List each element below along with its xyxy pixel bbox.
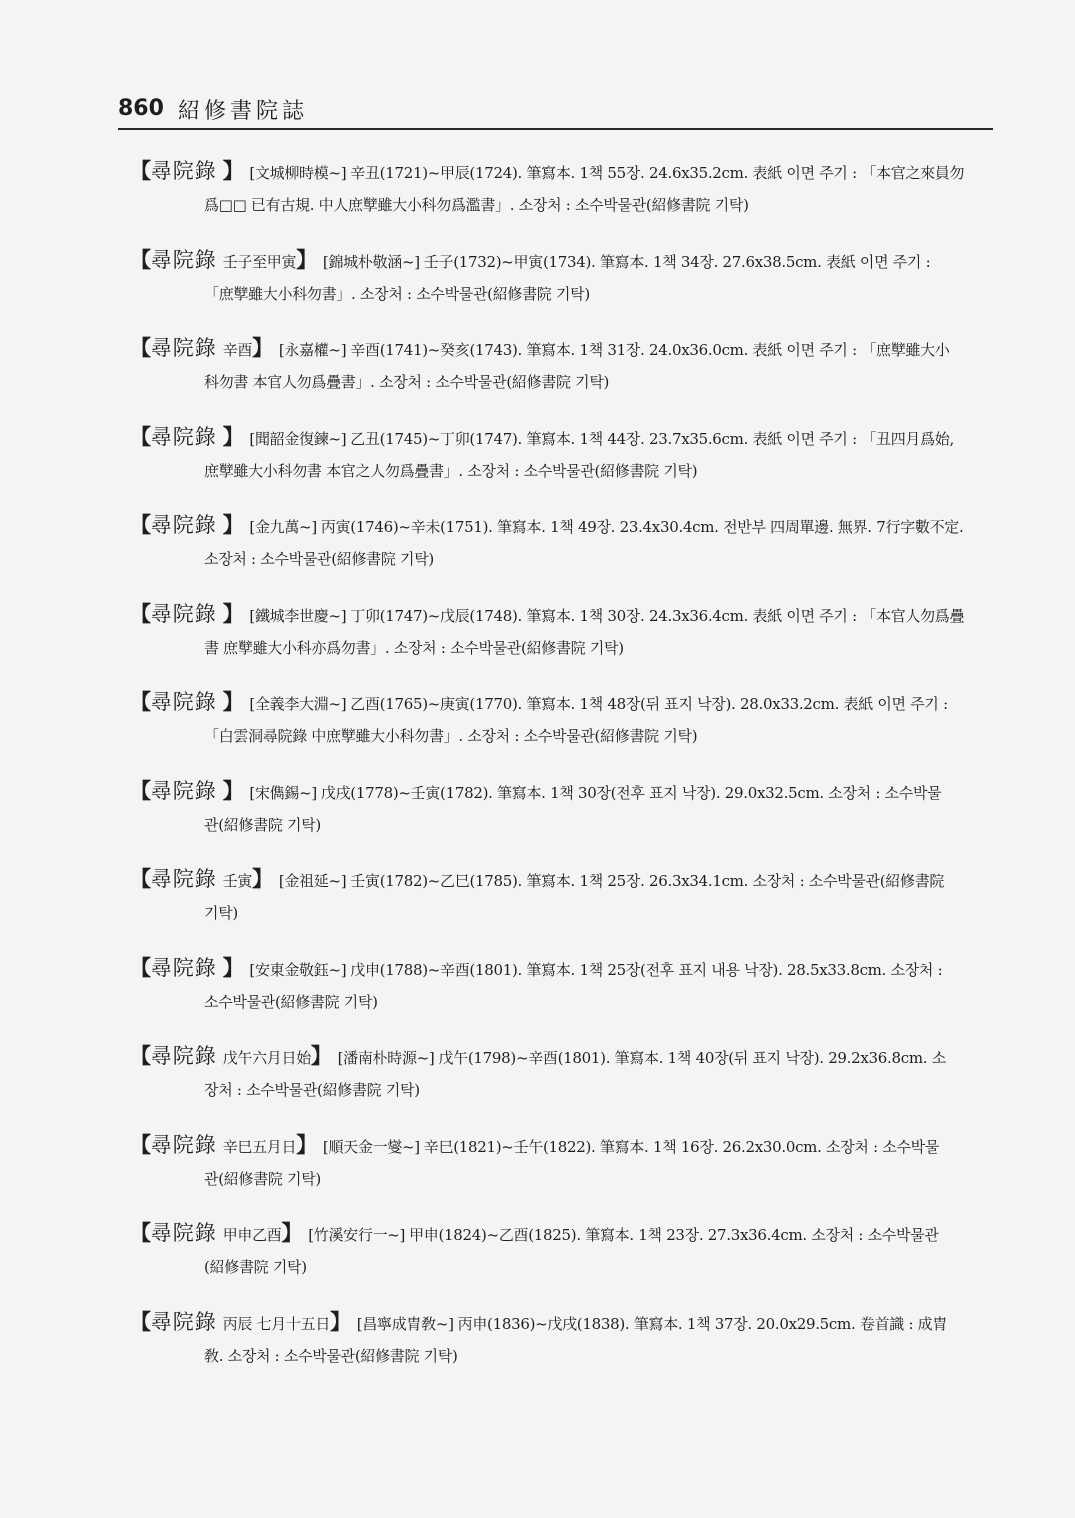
page-header bbox=[118, 92, 993, 130]
entry-details: 丙寅(1746)~辛未(1751). 筆寫本. 1책 49장. 23.4x30.4cm. 전반부 四周單邊. 無界. 7行字數不定. bbox=[320, 518, 964, 536]
entry-first-line bbox=[130, 949, 992, 989]
catalog-entry bbox=[130, 1303, 992, 1392]
entry-subtitle: 壬寅 bbox=[222, 872, 253, 890]
entry-continuation: 「庶孼雖大小科勿書」. 소장처 : 소수박물관(紹修書院 기탁) bbox=[204, 284, 590, 303]
entry-compiler: [鐵城李世慶~] bbox=[249, 606, 347, 625]
entry-close-bracket: 】 bbox=[296, 246, 317, 272]
entry-close-bracket: 】 bbox=[222, 158, 244, 183]
entry-first-line bbox=[130, 1303, 992, 1343]
entry-continuation: 관(紹修書院 기탁) bbox=[204, 1169, 321, 1188]
entry-first-line bbox=[130, 1214, 992, 1254]
entry-first-line bbox=[130, 1126, 992, 1166]
entry-details: 戊午(1798)~辛酉(1801). 筆寫本. 1책 40장(뒤 표지 낙장). 29.2x36.8cm. 소 bbox=[438, 1049, 946, 1067]
entry-open-bracket: 【 bbox=[130, 777, 151, 803]
catalog-entry bbox=[130, 1037, 992, 1126]
entry-close-bracket: 】 bbox=[252, 866, 273, 891]
entry-first-line bbox=[130, 329, 992, 369]
entry-continuation: 기탁) bbox=[204, 904, 238, 922]
page-number: 860 bbox=[118, 96, 164, 121]
entry-compiler: [潘南朴時源~] bbox=[337, 1049, 435, 1067]
entry-open-bracket: 【 bbox=[130, 1043, 151, 1068]
entry-details: 壬子(1732)~甲寅(1734). 筆寫本. 1책 34장. 27.6x38.5cm. 表紙 이면 주기 : bbox=[423, 252, 931, 271]
entry-first-line bbox=[130, 772, 992, 812]
entry-title: 尋院錄 bbox=[150, 867, 217, 891]
entry-details: 丁卯(1747)~戊辰(1748). 筆寫本. 1책 30장. 24.3x36.4cm. 表紙 이면 주기 : 「本官人勿爲疊 bbox=[350, 606, 965, 625]
entry-open-bracket: 【 bbox=[130, 158, 151, 183]
entry-compiler: [宋儁錫~] bbox=[249, 783, 317, 802]
entry-continuation: 敎. 소장처 : 소수박물관(紹修書院 기탁) bbox=[204, 1346, 458, 1365]
entry-first-line bbox=[130, 152, 992, 192]
catalog-entry bbox=[130, 595, 992, 684]
entry-title: 尋院錄 bbox=[150, 336, 217, 360]
catalog-entry bbox=[130, 506, 992, 595]
entry-first-line bbox=[130, 418, 992, 458]
entry-close-bracket: 】 bbox=[222, 512, 244, 537]
entry-title: 尋院錄 bbox=[150, 1221, 217, 1245]
entry-subtitle: 辛酉 bbox=[222, 341, 253, 359]
entry-close-bracket: 】 bbox=[330, 1308, 351, 1334]
entry-open-bracket: 【 bbox=[130, 512, 151, 537]
catalog-entry bbox=[130, 329, 992, 418]
entry-compiler: [永嘉權~] bbox=[278, 341, 347, 359]
entry-details: 辛酉(1741)~癸亥(1743). 筆寫本. 1책 31장. 24.0x36.0cm. 表紙 이면 주기 : 「庶孼雖大小 bbox=[350, 341, 950, 359]
entry-first-line bbox=[130, 241, 992, 281]
entry-details: 乙丑(1745)~丁卯(1747). 筆寫本. 1책 44장. 23.7x35.6cm. 表紙 이면 주기 : 「丑四月爲始, bbox=[350, 429, 954, 448]
entry-compiler: [文城柳時模~] bbox=[249, 164, 347, 182]
book-title: 紹修書院誌 bbox=[178, 99, 309, 124]
entry-compiler: [金祖延~] bbox=[278, 872, 347, 890]
entry-first-line bbox=[130, 860, 992, 900]
catalog-entry bbox=[130, 860, 992, 949]
catalog-entry bbox=[130, 772, 992, 861]
entry-subtitle: 戊午六月日始 bbox=[222, 1049, 311, 1067]
entry-continuation: 소수박물관(紹修書院 기탁) bbox=[204, 992, 378, 1011]
entry-title: 尋院錄 bbox=[150, 247, 217, 272]
entry-compiler: [錦城朴敬涵~] bbox=[322, 252, 420, 271]
catalog-entry bbox=[130, 1214, 992, 1303]
entry-subtitle: 丙辰 七月十五日 bbox=[222, 1314, 331, 1333]
entry-open-bracket: 【 bbox=[130, 246, 151, 272]
entry-compiler: [全義李大淵~] bbox=[249, 695, 347, 713]
entry-details: 戊戌(1778)~壬寅(1782). 筆寫本. 1책 30장(전후 표지 낙장). 29.0x32.5cm. 소장처 : 소수박물 bbox=[320, 783, 942, 802]
entry-list bbox=[130, 152, 992, 1391]
entry-title: 尋院錄 bbox=[150, 159, 217, 183]
entry-continuation: 관(紹修書院 기탁) bbox=[204, 815, 321, 834]
entry-open-bracket: 【 bbox=[130, 954, 151, 980]
entry-compiler: [順天金一燮~] bbox=[322, 1137, 420, 1156]
entry-close-bracket: 】 bbox=[222, 423, 244, 449]
entry-first-line bbox=[130, 506, 992, 546]
catalog-entry bbox=[130, 241, 992, 330]
catalog-entry bbox=[130, 418, 992, 507]
entry-continuation: 「白雲洞尋院錄 中庶孼雖大小科勿書」. 소장처 : 소수박물관(紹修書院 기탁) bbox=[204, 727, 698, 745]
entry-compiler: [聞韶金復鍊~] bbox=[249, 429, 347, 448]
entry-continuation: (紹修書院 기탁) bbox=[204, 1258, 307, 1276]
entry-open-bracket: 【 bbox=[130, 335, 151, 360]
catalog-entry bbox=[130, 1126, 992, 1215]
entry-close-bracket: 】 bbox=[310, 1043, 332, 1068]
entry-title: 尋院錄 bbox=[150, 1044, 217, 1068]
entry-title: 尋院錄 bbox=[150, 424, 217, 449]
entry-details: 戊申(1788)~辛酉(1801). 筆寫本. 1책 25장(전후 표지 내용 낙장). 28.5x33.8cm. 소장처 : bbox=[350, 960, 943, 979]
entry-first-line bbox=[130, 1037, 992, 1077]
entry-details: 乙酉(1765)~庚寅(1770). 筆寫本. 1책 48장(뒤 표지 낙장). 28.0x33.2cm. 表紙 이면 주기 : bbox=[350, 695, 948, 713]
entry-continuation: 소장처 : 소수박물관(紹修書院 기탁) bbox=[204, 550, 434, 568]
entry-open-bracket: 【 bbox=[130, 600, 151, 626]
entry-details: 甲申(1824)~乙酉(1825). 筆寫本. 1책 23장. 27.3x36.4cm. 소장처 : 소수박물관 bbox=[409, 1226, 939, 1244]
entry-close-bracket: 】 bbox=[222, 954, 244, 980]
entry-subtitle: 壬子至甲寅 bbox=[222, 252, 297, 271]
entry-title: 尋院錄 bbox=[150, 1309, 217, 1334]
entry-continuation: 書 庶孼雖大小科亦爲勿書」. 소장처 : 소수박물관(紹修書院 기탁) bbox=[204, 638, 624, 657]
entry-continuation: 科勿書 本官人勿爲疊書」. 소장처 : 소수박물관(紹修書院 기탁) bbox=[204, 373, 610, 391]
entry-close-bracket: 】 bbox=[222, 689, 244, 714]
entry-open-bracket: 【 bbox=[130, 1131, 151, 1157]
entry-details: 辛丑(1721)~甲辰(1724). 筆寫本. 1책 55장. 24.6x35.2cm. 表紙 이면 주기 : 「本官之來員勿 bbox=[350, 164, 965, 182]
entry-open-bracket: 【 bbox=[130, 1308, 151, 1334]
entry-close-bracket: 】 bbox=[281, 1220, 303, 1245]
entry-title: 尋院錄 bbox=[150, 1132, 217, 1157]
entry-compiler: [昌寧成胄敎~] bbox=[356, 1314, 454, 1333]
entry-compiler: [金九萬~] bbox=[249, 518, 317, 536]
entry-continuation: 爲□□ 已有古規. 中人庶孼雖大小科勿爲濫書」. 소장처 : 소수박물관(紹修書院 기탁) bbox=[204, 196, 749, 214]
entry-details: 壬寅(1782)~乙巳(1785). 筆寫本. 1책 25장. 26.3x34.1cm. 소장처 : 소수박물관(紹修書院 bbox=[350, 872, 945, 890]
entry-compiler: [竹溪安行一~] bbox=[308, 1226, 406, 1244]
entry-continuation: 庶孼雖大小科勿書 本官之人勿爲疊書」. 소장처 : 소수박물관(紹修書院 기탁) bbox=[204, 461, 698, 480]
catalog-entry bbox=[130, 683, 992, 772]
entry-title: 尋院錄 bbox=[150, 513, 217, 537]
entry-compiler: [安東金敬鈺~] bbox=[249, 960, 347, 979]
entry-open-bracket: 【 bbox=[130, 1220, 151, 1245]
entry-subtitle: 辛巳五月日 bbox=[222, 1137, 297, 1156]
entry-open-bracket: 【 bbox=[130, 689, 151, 714]
entry-title: 尋院錄 bbox=[150, 778, 217, 803]
entry-title: 尋院錄 bbox=[150, 955, 217, 980]
entry-close-bracket: 】 bbox=[252, 335, 273, 360]
catalog-entry bbox=[130, 152, 992, 241]
catalog-entry bbox=[130, 949, 992, 1038]
entry-first-line bbox=[130, 683, 992, 723]
entry-close-bracket: 】 bbox=[296, 1131, 317, 1157]
entry-details: 丙申(1836)~戊戌(1838). 筆寫本. 1책 37장. 20.0x29.5cm. 卷首識 : 成胄 bbox=[457, 1314, 948, 1333]
entry-subtitle: 甲申乙酉 bbox=[222, 1226, 282, 1244]
entry-title: 尋院錄 bbox=[150, 601, 217, 626]
entry-first-line bbox=[130, 595, 992, 635]
entry-title: 尋院錄 bbox=[150, 690, 217, 714]
entry-close-bracket: 】 bbox=[222, 777, 244, 803]
entry-open-bracket: 【 bbox=[130, 423, 151, 449]
entry-open-bracket: 【 bbox=[130, 866, 151, 891]
entry-close-bracket: 】 bbox=[222, 600, 244, 626]
entry-continuation: 장처 : 소수박물관(紹修書院 기탁) bbox=[204, 1081, 420, 1099]
entry-details: 辛巳(1821)~壬午(1822). 筆寫本. 1책 16장. 26.2x30.0cm. 소장처 : 소수박물 bbox=[423, 1137, 940, 1156]
